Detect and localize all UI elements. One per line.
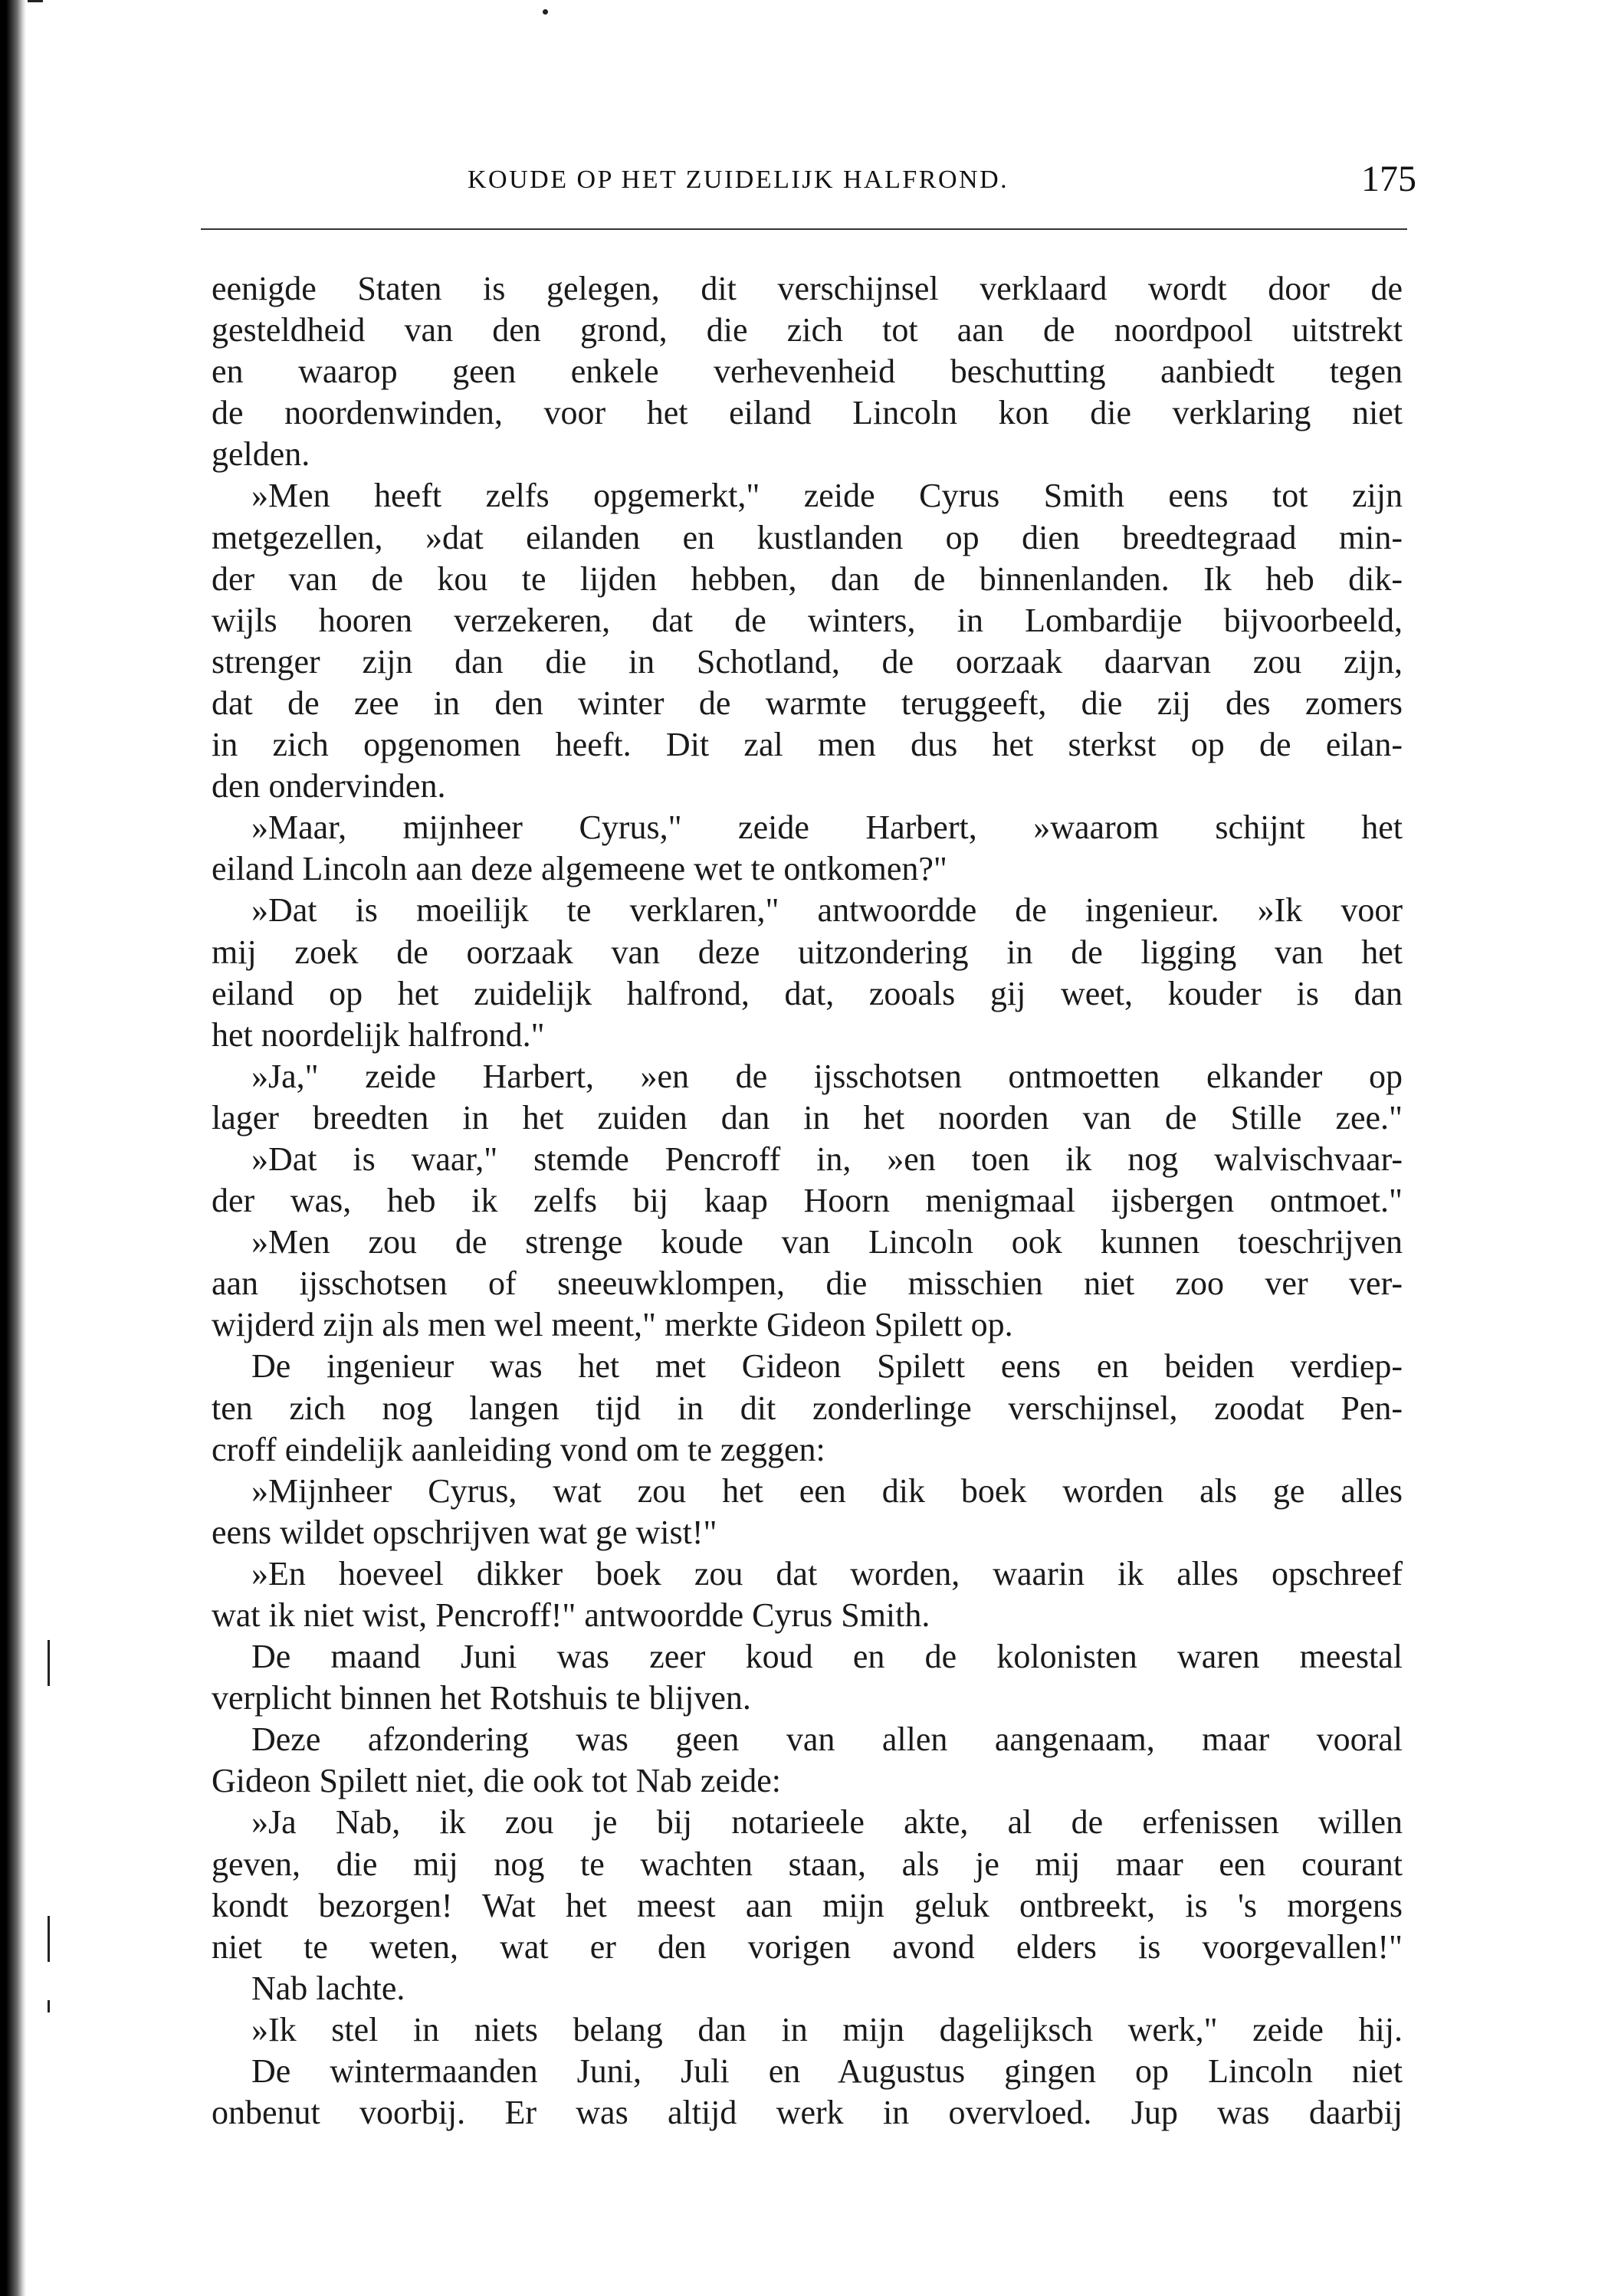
text-line: »Dat is waar," stemde Pencroff in, »en toen ik nog walvischvaar-	[251, 1140, 1403, 1178]
text-line: strenger zijn dan die in Schotland, de oorzaak daarvan zou zijn,	[212, 642, 1403, 681]
text-line: niet te weten, wat er den vorigen avond elders is voorgevallen!"	[212, 1927, 1403, 1966]
text-line: »Ja Nab, ik zou je bij notarieele akte, al de erfenissen willen	[251, 1803, 1403, 1842]
text-line: De maand Juni was zeer koud en de kolonisten waren meestal	[251, 1638, 1403, 1676]
text-line: wat ik niet wist, Pencroff!" antwoordde Cyrus Smith.	[212, 1596, 930, 1634]
text-line: der van de kou te lijden hebben, dan de binnenlanden. Ik heb dik-	[212, 559, 1403, 598]
binding-edge	[0, 0, 26, 2296]
text-line: Gideon Spilett niet, die ook tot Nab zeide:	[212, 1762, 781, 1800]
scan-mark	[48, 1640, 50, 1686]
text-line: »Men zou de strenge koude van Lincoln ook kunnen toeschrijven	[251, 1223, 1403, 1261]
text-line: eenigde Staten is gelegen, dit verschijnsel verklaard wordt door de	[212, 270, 1403, 307]
text-line: dat de zee in den winter de warmte teruggeeft, die zij des zomers	[212, 684, 1403, 722]
text-line: »Men heeft zelfs opgemerkt," zeide Cyrus Smith eens tot zijn	[251, 477, 1403, 515]
text-line: en waarop geen enkele verhevenheid beschutting aanbiedt tegen	[212, 353, 1403, 391]
text-line: eiland Lincoln aan deze algemeene wet te ontkomen?"	[212, 850, 947, 888]
text-line: in zich opgenomen heeft. Dit zal men dus het sterkst op de eilan-	[212, 726, 1403, 764]
text-line: De wintermaanden Juni, Juli en Augustus gingen op Lincoln niet	[251, 2052, 1403, 2091]
text-line: »Ja," zeide Harbert, »en de ijsschotsen ontmoetten elkander op	[251, 1057, 1403, 1095]
text-line: der was, heb ik zelfs bij kaap Hoorn menigmaal ijsbergen ontmoet."	[212, 1182, 1403, 1220]
text-line: eens wildet opschrijven wat ge wist!"	[212, 1513, 717, 1551]
text-line: de noordenwinden, voor het eiland Lincoln kon die verklaring niet	[212, 394, 1403, 432]
text-line: gelden.	[212, 435, 310, 474]
text-line: wijderd zijn als men wel meent," merkte Gideon Spilett op.	[212, 1306, 1013, 1344]
text-line: »Dat is moeilijk te verklaren," antwoordde de ingenieur. »Ik voor	[251, 891, 1403, 930]
text-line: croff eindelijk aanleiding vond om te zeggen:	[212, 1430, 825, 1468]
body-text	[212, 268, 1403, 2134]
text-line: onbenut voorbij. Er was altijd werk in overvloed. Jup was daarbij	[212, 2094, 1403, 2132]
scan-mark	[48, 1916, 50, 1962]
text-line: mij zoek de oorzaak van deze uitzondering in de ligging van het	[212, 933, 1403, 971]
text-line: verplicht binnen het Rotshuis te blijven.	[212, 1679, 751, 1717]
running-head: KOUDE OP HET ZUIDELIJK HALFROND.	[468, 166, 1009, 194]
text-line: »Mijnheer Cyrus, wat zou het een dik boek worden als ge alles	[251, 1471, 1403, 1510]
text-line: lager breedten in het zuiden dan in het noorden van de Stille zee."	[212, 1098, 1403, 1137]
text-line: Nab lachte.	[251, 1969, 405, 2007]
text-line: kondt bezorgen! Wat het meest aan mijn geluk ontbreekt, is 's morgens	[212, 1886, 1403, 1924]
text-line: wijls hooren verzekeren, dat de winters, in Lombardije bijvoorbeeld,	[212, 601, 1403, 639]
scan-mark	[543, 9, 548, 15]
text-line: den ondervinden.	[212, 767, 446, 805]
text-line: »Maar, mijnheer Cyrus," zeide Harbert, »waarom schijnt het	[251, 809, 1403, 847]
header-rule	[201, 228, 1407, 230]
text-line: »En hoeveel dikker boek zou dat worden, waarin ik alles opschreef	[251, 1554, 1403, 1592]
text-line: eiland op het zuidelijk halfrond, dat, zooals gij weet, kouder is dan	[212, 974, 1403, 1012]
text-line: metgezellen, »dat eilanden en kustlanden op dien breedtegraad min-	[212, 518, 1403, 556]
text-line: geven, die mij nog te wachten staan, als je mij maar een courant	[212, 1845, 1403, 1883]
text-line: het noordelijk halfrond."	[212, 1015, 545, 1054]
text-line: Deze afzondering was geen van allen aangenaam, maar vooral	[251, 1720, 1403, 1759]
text-line: De ingenieur was het met Gideon Spilett eens en beiden verdiep-	[251, 1347, 1403, 1386]
scan-mark	[48, 2000, 50, 2012]
text-line: gesteldheid van den grond, die zich tot aan de noordpool uitstrekt	[212, 311, 1403, 349]
text-line: ten zich nog langen tijd in dit zonderlinge verschijnsel, zoodat Pen-	[212, 1389, 1403, 1427]
page-number: 175	[1361, 159, 1416, 199]
text-line: »Ik stel in niets belang dan in mijn dagelijksch werk," zeide hij.	[251, 2010, 1403, 2048]
text-line: aan ijsschotsen of sneeuwklompen, die misschien niet zoo ver ver-	[212, 1264, 1403, 1303]
scan-mark	[28, 0, 43, 2]
